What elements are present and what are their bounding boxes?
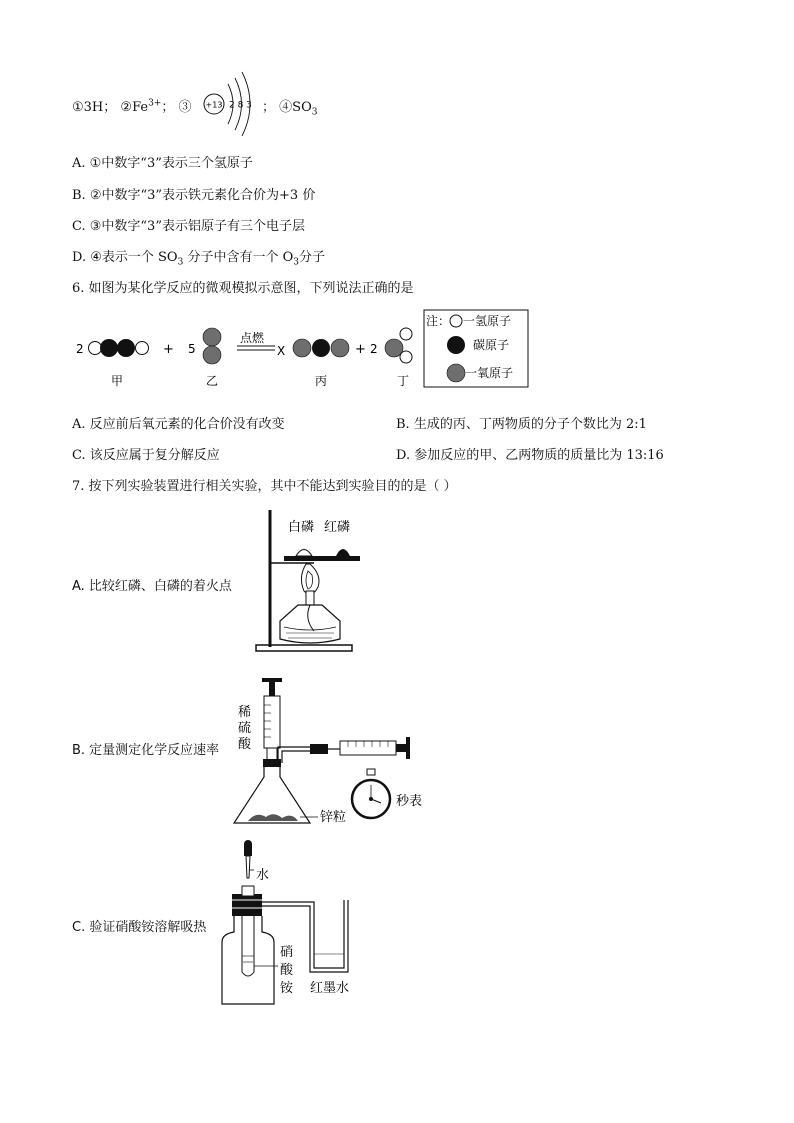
plus-1: + bbox=[163, 342, 174, 357]
stopwatch-crown bbox=[367, 769, 375, 775]
zinc-label: 锌粒 bbox=[320, 810, 347, 825]
water-label: 水 bbox=[256, 868, 270, 883]
bottle-stopper bbox=[232, 894, 262, 916]
q7-stem: 7. 按下列实验装置进行相关实验，其中不能达到实验目的的是（ ） bbox=[72, 479, 457, 494]
q5-option-d-sub2: 3 bbox=[293, 257, 299, 268]
o-atom bbox=[293, 339, 311, 357]
rubber-tube bbox=[310, 744, 328, 754]
flame bbox=[301, 564, 319, 594]
apparatus-ammonium-nitrate bbox=[218, 838, 378, 1008]
apparatus-reaction-rate bbox=[230, 675, 423, 830]
label-jia: 甲 bbox=[110, 374, 124, 388]
label-yi: 乙 bbox=[205, 374, 219, 388]
q5-option-d-post: 分子 bbox=[298, 250, 325, 265]
q5-option-b[interactable]: B. ②中数字“3”表示铁元素化合价为+3 价 bbox=[72, 188, 316, 203]
label-bing: 丙 bbox=[314, 374, 328, 388]
q7-option-a[interactable]: A. 比较红磷、白磷的着火点 bbox=[72, 579, 232, 594]
q5-option-d[interactable] bbox=[72, 246, 325, 268]
q5-option-d-mid: 分子中含有一个 O bbox=[187, 250, 294, 265]
o-atom bbox=[203, 346, 221, 364]
q5-option-a[interactable]: A. ①中数字“3”表示三个氢原子 bbox=[72, 156, 253, 171]
acid-label-3: 酸 bbox=[238, 737, 252, 752]
legend-c-atom bbox=[447, 336, 465, 354]
acid-label-1: 稀 bbox=[238, 705, 252, 720]
acid-label-2: 硫 bbox=[238, 721, 252, 736]
funnel-plunger-rod bbox=[269, 682, 275, 696]
c-atom bbox=[100, 339, 118, 357]
nucleus-charge: +13 bbox=[205, 100, 223, 110]
q5-option-d-pre: D. ④表示一个 SO bbox=[72, 250, 178, 265]
c-atom bbox=[312, 339, 330, 357]
legend-h-atom bbox=[450, 315, 462, 327]
h-atom bbox=[400, 328, 412, 340]
delivery-tube-inner bbox=[282, 751, 310, 763]
o-atom bbox=[203, 328, 221, 346]
legend-o-atom bbox=[447, 364, 465, 382]
lamp-wick bbox=[306, 591, 314, 605]
legend-prefix: 注： bbox=[426, 314, 451, 328]
reaction-micro-diagram bbox=[70, 310, 540, 390]
legend-carbon: 碳原子 bbox=[473, 338, 510, 352]
item-1-number: ① bbox=[72, 100, 84, 115]
q5-option-c[interactable]: C. ③中数字“3”表示铝原子有三个电子层 bbox=[72, 219, 305, 234]
plus-2: + bbox=[355, 342, 366, 357]
salt-label-2: 酸 bbox=[280, 963, 294, 978]
item-2-sep: ； bbox=[161, 100, 175, 115]
coef-ding: 2 bbox=[370, 342, 378, 356]
dropper-bulb-body bbox=[244, 844, 252, 856]
h-atom bbox=[89, 342, 102, 355]
funnel-stopper bbox=[267, 748, 277, 760]
item-4-so: SO bbox=[292, 100, 312, 115]
coef-yi: 5 bbox=[188, 342, 196, 356]
label-ding: 丁 bbox=[396, 374, 410, 388]
ink-label: 红墨水 bbox=[310, 981, 350, 996]
syringe-barrel bbox=[340, 741, 396, 755]
test-tube bbox=[242, 916, 254, 976]
white-p-label: 白磷 bbox=[288, 520, 315, 535]
funnel-plunger-top bbox=[262, 678, 282, 682]
electron-shells: 2 8 3 bbox=[229, 100, 252, 111]
q7-option-c[interactable]: C. 验证硝酸铵溶解吸热 bbox=[72, 920, 207, 935]
aluminum-atom-structure-diagram bbox=[198, 68, 258, 138]
q6-option-c[interactable]: C. 该反应属于复分解反应 bbox=[72, 448, 220, 463]
dropper-tube bbox=[246, 856, 250, 878]
item-2-fe: Fe bbox=[132, 100, 149, 115]
item-1-text: 3H； bbox=[83, 100, 117, 115]
test-tube-top bbox=[242, 886, 254, 896]
coef-jia: 2 bbox=[76, 342, 84, 356]
item-3-number: ③ bbox=[178, 100, 192, 115]
apparatus-phosphorus-burner bbox=[248, 507, 368, 657]
flame-inner bbox=[306, 571, 313, 589]
coef-bing: X bbox=[277, 344, 286, 358]
item-3-sep: ； bbox=[262, 100, 276, 115]
q6-option-b[interactable]: B. 生成的丙、丁两物质的分子个数比为 2:1 bbox=[396, 417, 647, 432]
q6-option-d[interactable]: D. 参加反应的甲、乙两物质的质量比为 13:16 bbox=[396, 448, 664, 463]
item-2-number: ② bbox=[120, 100, 133, 115]
copper-plate bbox=[284, 556, 360, 561]
salt-label-1: 硝 bbox=[280, 945, 294, 960]
q5-option-d-sub1: 3 bbox=[177, 257, 184, 268]
legend-hydrogen: 一氢原子 bbox=[463, 314, 512, 328]
o-atom bbox=[331, 339, 349, 357]
q7-option-b[interactable]: B. 定量测定化学反应速率 bbox=[72, 743, 220, 758]
condition-ignite: 点燃 bbox=[240, 331, 265, 345]
red-p-label: 红磷 bbox=[324, 520, 351, 535]
q5-items bbox=[72, 96, 192, 115]
item-2-charge: 3+ bbox=[148, 98, 162, 109]
conical-flask bbox=[234, 763, 310, 823]
white-phosphorus bbox=[296, 550, 312, 557]
q6-option-a[interactable]: A. 反应前后氧元素的化合价没有改变 bbox=[72, 417, 285, 432]
h-atom bbox=[400, 351, 412, 363]
u-tube-inner bbox=[262, 900, 348, 972]
q5-items-tail bbox=[262, 96, 317, 118]
syringe-handle bbox=[406, 737, 410, 759]
delivery-tube bbox=[278, 747, 310, 763]
funnel-barrel bbox=[264, 696, 280, 748]
red-phosphorus bbox=[336, 549, 350, 556]
h-atom bbox=[136, 342, 149, 355]
c-atom bbox=[117, 339, 135, 357]
salt-label-3: 铵 bbox=[280, 981, 294, 996]
item-4-sub: 3 bbox=[311, 107, 318, 118]
legend-oxygen: 一氧原子 bbox=[465, 366, 514, 380]
stopwatch-label: 秒表 bbox=[396, 794, 423, 809]
q6-stem: 6. 如图为某化学反应的微观模拟示意图，下列说法正确的是 bbox=[72, 281, 414, 296]
item-4-number: ④ bbox=[279, 100, 293, 115]
